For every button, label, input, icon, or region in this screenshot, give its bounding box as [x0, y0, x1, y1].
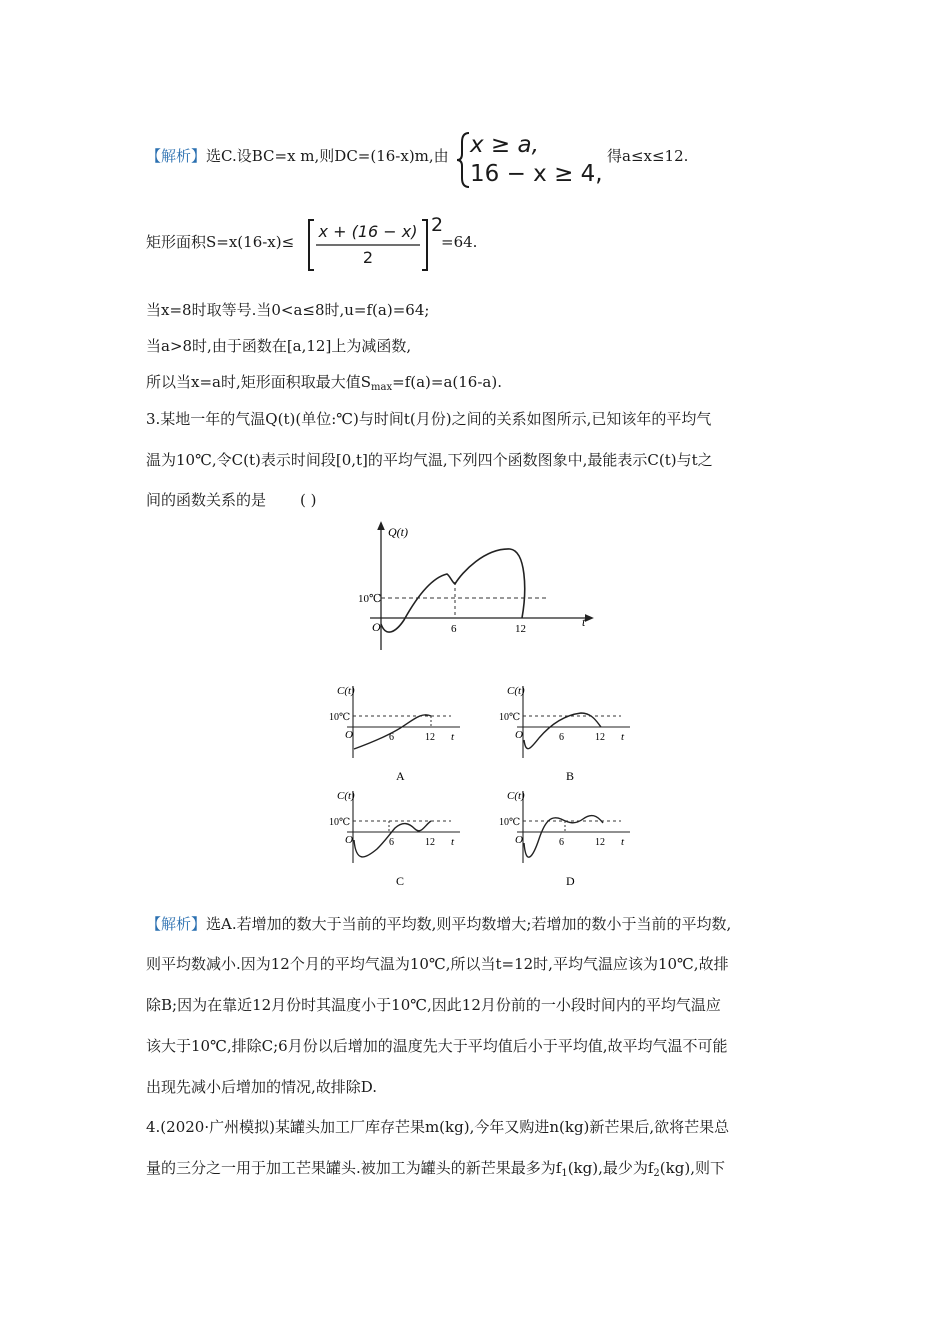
svg-text:O: O [345, 729, 353, 741]
analysis-tag: 【解析】 [146, 147, 207, 165]
option-b-graph [495, 680, 640, 790]
analysis1-line4: 当a>8时,由于函数在[a,12]上为减函数, [146, 337, 412, 355]
svg-text:12: 12 [425, 732, 435, 743]
analysis3-line5: 出现先减小后增加的情况,故排除D. [146, 1078, 378, 1096]
svg-text:t: t [621, 731, 625, 743]
analysis1-line5 [146, 372, 502, 398]
analysis1-text1: 选C.设BC=x m,则DC=(16-x)m,由 [206, 147, 449, 165]
tick-6: 6 [451, 623, 457, 635]
q4-line1: 4.(2020·广州模拟)某罐头加工厂库存芒果m(kg),今年又购进n(kg)新芒果后,欲将芒果总 [146, 1118, 730, 1136]
inequality-system [454, 130, 604, 190]
temperature-curve [381, 549, 525, 632]
option-letter-c: C [396, 874, 405, 888]
svg-text:O: O [515, 834, 523, 846]
q4-line2-a: 量的三分之一用于加工芒果罐头.被加工为罐头的新芒果最多为f [146, 1159, 562, 1177]
main-graph [350, 520, 600, 660]
q4-sub2: 2 [653, 1168, 660, 1179]
svg-text:O: O [515, 729, 523, 741]
analysis3-line1-text: 选A.若增加的数大于当前的平均数,则平均数增大;若增加的数小于当前的平均数, [206, 915, 732, 933]
x-label: t [582, 615, 586, 629]
svg-text:10℃: 10℃ [329, 817, 351, 828]
svg-text:t: t [621, 836, 625, 848]
svg-text:10℃: 10℃ [499, 712, 521, 723]
svg-text:t: t [451, 836, 455, 848]
y-label: Q(t) [388, 525, 408, 539]
q3-line2: 温为10℃,令C(t)表示时间段[0,t]的平均气温,下列四个函数图象中,最能表示C(t)与t之 [146, 451, 713, 469]
svg-text:6: 6 [389, 837, 394, 848]
analysis-tag: 【解析】 [146, 915, 207, 933]
svg-text:10℃: 10℃ [499, 817, 521, 828]
q4-line2-b: (kg),最少为f [567, 1159, 654, 1177]
q4-line2-c: (kg),则下 [659, 1159, 725, 1177]
curve-b [524, 713, 601, 749]
system-row-2: 16 − x ≥ 4, [470, 161, 603, 187]
q3-line3-text: 间的函数关系的是 [146, 491, 267, 509]
svg-text:10℃: 10℃ [329, 712, 351, 723]
svg-text:6: 6 [559, 732, 564, 743]
svg-text:12: 12 [595, 732, 605, 743]
svg-text:6: 6 [559, 837, 564, 848]
analysis3-line3: 除B;因为在靠近12月份时其温度小于10℃,因此12月份前的一小段时间内的平均气温应 [146, 996, 721, 1014]
line5-pre: 所以当x=a时,矩形面积取最大值S [146, 373, 372, 391]
option-d-graph [495, 785, 640, 895]
svg-text:t: t [451, 731, 455, 743]
analysis1-text2: 得a≤x≤12. [607, 147, 689, 165]
analysis3-line4: 该大于10℃,排除C;6月份以后增加的温度先大于平均值后小于平均值,故平均气温不可能 [146, 1037, 728, 1055]
line5-sub: max [371, 382, 393, 393]
svg-text:C(t): C(t) [337, 685, 355, 697]
svg-text:O: O [345, 834, 353, 846]
area-suffix: =64. [441, 233, 478, 251]
exponent: 2 [431, 214, 444, 236]
svg-text:6: 6 [389, 732, 394, 743]
analysis1-line1 [146, 146, 449, 166]
system-row-1: x ≥ a, [470, 132, 539, 158]
svg-text:12: 12 [595, 837, 605, 848]
ref-label: 10℃ [358, 593, 382, 605]
option-letter-b: B [566, 769, 575, 783]
tick-12: 12 [515, 623, 526, 635]
area-fraction [306, 216, 456, 274]
q3-line3 [146, 490, 317, 510]
q4-sub1: 1 [561, 1168, 568, 1179]
option-letter-a: A [396, 769, 405, 783]
fraction-denominator: 2 [362, 248, 374, 267]
q4-line2 [146, 1158, 725, 1184]
option-letter-d: D [566, 874, 575, 888]
fraction-numerator: x + (16 − x) [318, 222, 418, 241]
line5-post: =f(a)=a(16-a). [392, 373, 502, 391]
svg-text:C(t): C(t) [507, 790, 525, 802]
option-a-graph [325, 680, 470, 790]
svg-text:12: 12 [425, 837, 435, 848]
analysis3-line1 [146, 914, 731, 934]
answer-paren: ( ) [300, 491, 317, 509]
area-prefix: 矩形面积S=x(16-x)≤ [146, 233, 295, 251]
analysis3-line2: 则平均数减小.因为12个月的平均气温为10℃,所以当t=12时,平均气温应该为10℃,故排 [146, 955, 729, 973]
q3-line1: 3.某地一年的气温Q(t)(单位:℃)与时间t(月份)之间的关系如图所示,已知该年的平均气 [146, 410, 712, 428]
svg-text:C(t): C(t) [507, 685, 525, 697]
analysis1-line3: 当x=8时取等号.当0<a≤8时,u=f(a)=64; [146, 301, 430, 319]
option-c-graph [325, 785, 470, 895]
svg-text:C(t): C(t) [337, 790, 355, 802]
origin-label: O [372, 620, 381, 634]
